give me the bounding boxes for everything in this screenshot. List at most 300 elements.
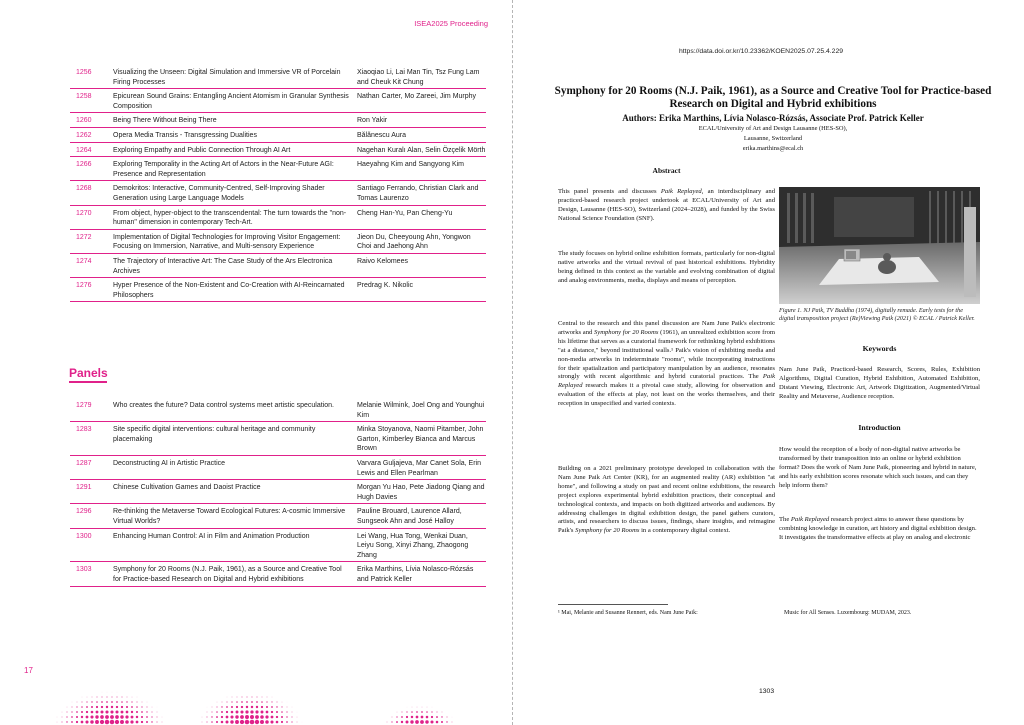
halftone-dot <box>216 721 218 723</box>
halftone-dot <box>115 710 118 713</box>
halftone-dot <box>146 721 148 723</box>
toc-entry-title: Visualizing the Unseen: Digital Simulation and Immersive VR of Porcelain Firing Processes <box>113 69 341 86</box>
toc-page-number: 1287 <box>76 459 92 467</box>
halftone-dot <box>387 722 388 723</box>
halftone-dot <box>256 706 258 708</box>
halftone-dot <box>226 701 227 702</box>
affiliation-location: Lausanne, Switzerland <box>743 135 803 142</box>
toc-entry-title: Site specific digital interventions: cultural heritage and community placemaking <box>113 426 316 443</box>
halftone-dot <box>116 701 118 703</box>
halftone-dot <box>276 721 279 724</box>
halftone-dot <box>136 711 138 713</box>
halftone-dot <box>100 710 103 713</box>
halftone-dot <box>131 716 134 719</box>
halftone-dot <box>81 721 84 724</box>
halftone-dot <box>255 710 258 713</box>
halftone-dot <box>81 716 83 718</box>
toc-entry-title: From object, hyper-object to the transcendental: The turn towards the "non-human" dimension in contemporary Tech-Art. <box>113 209 347 227</box>
toc-page-number: 1272 <box>76 233 92 241</box>
toc-page-number: 1260 <box>76 117 92 125</box>
halftone-dot <box>417 707 418 708</box>
halftone-dot <box>62 722 63 723</box>
halftone-dot <box>141 721 143 723</box>
halftone-dot <box>76 716 78 718</box>
halftone-dot <box>401 721 403 723</box>
halftone-dot <box>441 721 443 723</box>
toc-entry[interactable] <box>70 230 486 254</box>
toc-entry[interactable] <box>70 89 486 113</box>
halftone-dot <box>81 706 83 708</box>
halftone-dot <box>96 706 98 708</box>
toc-entry[interactable] <box>70 206 486 230</box>
toc-entry[interactable] <box>70 181 486 205</box>
halftone-dot <box>76 706 77 707</box>
halftone-dot <box>277 702 278 703</box>
halftone-dot <box>95 720 99 724</box>
halftone-dot <box>406 711 407 712</box>
halftone-dot <box>106 701 108 703</box>
toc-entry-authors: Nathan Carter, Mo Zareei, Jim Murphy <box>357 93 477 101</box>
keywords-text: Nam June Paik, Practiced-based Research, Scores, Rules, Exhibition Algorithms, Digital Curation, Hybrid Exhibition, Automated Exhibition, Distant Viewing, Electronic Art, Artwork Digitization, Augmented/Virtual Reality and Metaverse, Audience reception. <box>779 366 980 400</box>
halftone-dot <box>426 716 429 719</box>
toc-entry-title: Exploring Temporality in the Acting Art of Actors in the Near-Future AGI: Presence and Representation <box>113 161 334 178</box>
halftone-dot <box>136 706 138 708</box>
doi-link[interactable]: https://data.doi.or.kr/10.23362/KOEN2025.07.25.4.229 <box>679 48 843 55</box>
halftone-dot <box>127 697 128 698</box>
halftone-dot <box>221 706 222 707</box>
toc-entry-title: Hyper Presence of the Non-Existent and Co-Creation with AI-Reincarnated Philosophers <box>113 282 345 299</box>
halftone-dot <box>431 711 432 712</box>
halftone-dot <box>261 701 263 703</box>
halftone-dot <box>250 710 253 713</box>
halftone-dot <box>82 702 83 703</box>
toc-entry-authors: Minka Stoyanova, Naomi Pitamber, John Garton, Kimberley Bianca and Marcus Brown <box>357 426 484 453</box>
halftone-dot <box>226 711 228 713</box>
abstract-paragraph-3: Central to the research and this panel discussion are Nam June Paik's electronic artworks and Symphony for 20 Rooms (1961), an unrealized exhibition score from his lifetime that serves as a curatorial framework for rethinking hybrid exhibitions "at a distance," beyond institutional walls.¹ Paik's vision of exhibiting media and non-media artworks in indeterminate "rooms", while incorporating instructions for their spatialization and participatory manipulation by an audience, resonates strongly with recent algorithmic and hybrid curatorial practices. The Paik Replayed research makes it a pivotal case study, allowing for observation and evaluation of the effects at play, not least on the works themselves, and their reception in unspecified and varied contexts. <box>558 320 775 408</box>
halftone-dot <box>286 711 287 712</box>
halftone-dot <box>261 706 263 708</box>
halftone-dot <box>130 720 133 723</box>
halftone-dot <box>102 697 103 698</box>
halftone-dot <box>240 715 244 719</box>
halftone-dot <box>221 711 223 713</box>
affiliation-line: ECAL/University of Art and Design Lausanne (HES-SO), <box>698 125 848 132</box>
halftone-dot <box>406 721 409 724</box>
halftone-dot <box>100 720 104 724</box>
toc-entry-authors: Bălănescu Aura <box>357 131 407 139</box>
toc-entry[interactable] <box>70 480 486 504</box>
halftone-dot <box>230 715 233 718</box>
halftone-dot <box>410 720 413 723</box>
halftone-dot <box>266 701 267 702</box>
halftone-dot <box>411 716 413 718</box>
toc-entry-title: Who creates the future? Data control systems meet artistic speculation. <box>113 402 334 409</box>
halftone-dot <box>271 701 272 702</box>
halftone-dot <box>116 706 118 708</box>
halftone-dot <box>106 696 107 697</box>
halftone-dot <box>71 716 73 718</box>
halftone-dot <box>96 701 98 703</box>
halftone-dot <box>146 711 147 712</box>
abstract-paragraph-4: Building on a 2021 preliminary prototype developed in collaboration with the Nam June Paik Art Center (KR), for an augmented reality (AR) exhibition "at home", and following a study on past and recent online exhibitions, the research project explores experimental hybrid exhibition practices, their conceptual and technological contexts, and impacts on both digitized artworks and audiences. By addressing challenges in digital exhibition design, the panel gathers curators, artists, and researchers to discuss issues, findings, share insights, and reimagine Paik's Symphony for 20 Rooms in a contemporary digital context. <box>558 465 775 535</box>
toc-entry-title: Implementation of Digital Technologies for Improving Visitor Engagement: Focusing on Immersion, Narrative, and Multi-sensory Experience <box>113 233 341 251</box>
halftone-dot <box>101 706 103 708</box>
halftone-dot <box>236 701 238 703</box>
halftone-dot <box>270 720 273 723</box>
toc-page-number: 1276 <box>76 282 92 290</box>
introduction-paragraph-1: How would the reception of a body of non-digital native artworks be transformed by their transposition into an online or hybrid exhibition format? Does the work of Nam June Paik, pioneering and hybrid in nature, and his early exhibition scores resonate which such issues, and can they help inform them? <box>779 446 977 489</box>
toc-page-number: 1279 <box>76 402 92 409</box>
toc-entry-authors: Lei Wang, Hua Tong, Wenkai Duan, Leiyu Song, Xinyi Zhang, Zhaogong Zhang <box>357 532 469 559</box>
halftone-dot <box>265 720 269 724</box>
halftone-dot <box>421 716 424 719</box>
halftone-dot <box>297 717 298 718</box>
toc-entry-authors: Haeyahng Kim and Sangyong Kim <box>357 161 465 169</box>
halftone-dot <box>126 701 127 702</box>
halftone-dot <box>110 710 113 713</box>
halftone-dot <box>71 711 72 712</box>
halftone-dot <box>276 711 278 713</box>
halftone-dot <box>247 697 248 698</box>
halftone-dot <box>202 717 203 718</box>
halftone-dot <box>412 707 413 708</box>
halftone-dot <box>391 721 392 722</box>
halftone-dot <box>86 706 88 708</box>
halftone-dot <box>441 716 442 717</box>
halftone-dot <box>452 722 453 723</box>
halftone-dot <box>136 716 138 718</box>
toc-entry-title: Opera Media Transis - Transgressing Dualities <box>113 131 257 139</box>
halftone-dot <box>231 701 232 702</box>
panels-toc <box>70 398 486 587</box>
toc-page-number: 1264 <box>76 146 92 154</box>
halftone-dot <box>106 706 108 708</box>
halftone-dot <box>217 702 218 703</box>
halftone-dot <box>240 720 244 724</box>
toc-entry-authors: Erika Marthins, Lívia Nolasco-Rózsás and Patrick Keller <box>357 566 474 583</box>
abstract-paragraph-2: The study focuses on hybrid online exhibition formats, particularly for non-digital native artworks and the virtual revival of past historical exhibitions. Hybridity being defined in this context as the variable and evolving combination of digital and analog environments, media, displays and means of perception. <box>558 250 775 284</box>
introduction-paragraph-2: The Paik Replayed research project aims to answer these questions by combining knowledge in curation, art history and digital exhibition design. It investigates the transformative effects at play on analog and electronic <box>779 516 977 541</box>
halftone-dot <box>241 701 243 703</box>
halftone-dot <box>95 715 98 718</box>
halftone-dot <box>257 697 258 698</box>
halftone-dot <box>250 715 254 719</box>
halftone-dot <box>262 697 263 698</box>
halftone-dot <box>226 721 229 724</box>
toc-entry[interactable] <box>70 422 486 456</box>
halftone-dot <box>141 711 143 713</box>
footnote-rule <box>558 604 668 605</box>
halftone-dot <box>141 706 142 707</box>
halftone-dot <box>281 721 283 723</box>
halftone-dot <box>236 706 238 708</box>
toc-entry[interactable] <box>70 562 486 586</box>
halftone-dot <box>271 711 273 713</box>
halftone-dot <box>401 716 403 718</box>
halftone-dot <box>255 715 259 719</box>
halftone-dot <box>286 716 287 717</box>
halftone-dot <box>260 720 264 724</box>
papers-toc <box>70 65 486 302</box>
panels-heading-underline <box>69 381 107 383</box>
toc-page-number: 1283 <box>76 426 92 434</box>
halftone-dot <box>281 716 283 718</box>
halftone-dot <box>226 716 229 719</box>
halftone-dot <box>211 716 212 717</box>
halftone-dot <box>245 720 250 725</box>
halftone-dot <box>162 722 163 723</box>
halftone-dot <box>92 697 93 698</box>
halftone-dot <box>207 717 208 718</box>
halftone-dot <box>396 716 397 717</box>
toc-entry-title: Symphony for 20 Rooms (N.J. Paik, 1961), as a Source and Creative Tool for Practice-based Research on Digital and Hybrid exhibitions <box>113 566 342 583</box>
halftone-dot <box>216 706 217 707</box>
halftone-dot <box>255 720 259 724</box>
halftone-dot <box>110 720 114 724</box>
halftone-dot <box>226 706 228 708</box>
halftone-dot <box>120 715 123 718</box>
halftone-dot <box>265 715 268 718</box>
halftone-dot <box>90 720 93 723</box>
toc-entry-authors: Santiago Ferrando, Christian Clark and Tomas Laurenzo <box>357 185 479 202</box>
halftone-dot <box>66 721 67 722</box>
halftone-dot <box>425 720 428 723</box>
toc-entry-title: Epicurean Sound Grains: Entangling Ancient Atomism in Granular Synthesis Composition <box>113 93 349 110</box>
introduction-heading: Introduction <box>858 423 901 432</box>
halftone-dot <box>416 716 419 719</box>
halftone-dot <box>241 706 243 708</box>
halftone-dot <box>292 712 293 713</box>
halftone-dot <box>427 707 428 708</box>
halftone-dot <box>105 715 109 719</box>
halftone-dot <box>151 711 152 712</box>
halftone-dot <box>126 711 129 714</box>
halftone-dot <box>392 717 393 718</box>
halftone-dot <box>250 720 255 725</box>
halftone-dot <box>266 711 269 714</box>
toc-entry[interactable] <box>70 278 486 302</box>
halftone-dot <box>281 706 282 707</box>
halftone-dot <box>105 710 108 713</box>
halftone-dot <box>231 711 234 714</box>
halftone-dot <box>291 721 292 722</box>
toc-entry-authors: Pauline Brouard, Laurence Allard, Sungseok Ahn and José Halloy <box>357 508 462 525</box>
halftone-dot <box>242 697 243 698</box>
toc-entry-authors: Nagehan Kuralı Alan, Selin Özçelik Mörth <box>357 146 486 154</box>
halftone-dot <box>436 716 438 718</box>
halftone-dot <box>96 711 99 714</box>
halftone-dot <box>271 716 274 719</box>
abstract-heading: Abstract <box>652 166 681 175</box>
halftone-dot <box>62 717 63 718</box>
figure-tv-buddha-render <box>779 187 980 304</box>
toc-entry[interactable] <box>70 398 486 422</box>
halftone-dot <box>86 711 88 713</box>
halftone-dot <box>276 706 277 707</box>
halftone-dot <box>411 711 413 713</box>
halftone-dot <box>212 707 213 708</box>
halftone-dot <box>282 702 283 703</box>
toc-entry-authors: Raivo Kelomees <box>357 257 408 265</box>
halftone-dot <box>235 720 239 724</box>
halftone-dot <box>132 697 133 698</box>
halftone-dot <box>422 707 423 708</box>
halftone-dot <box>236 711 239 714</box>
toc-entry[interactable] <box>70 157 486 181</box>
toc-page-number: 1258 <box>76 93 92 101</box>
halftone-dot <box>142 702 143 703</box>
halftone-dot <box>240 710 243 713</box>
halftone-dot <box>211 711 212 712</box>
halftone-dot <box>206 721 207 722</box>
halftone-dot <box>222 702 223 703</box>
halftone-dot <box>246 701 248 703</box>
halftone-dot <box>245 715 249 719</box>
toc-entry-title: Exploring Empathy and Public Connection Through AI Art <box>113 146 291 154</box>
halftone-dot <box>110 715 114 719</box>
halftone-dot <box>76 721 78 723</box>
halftone-dot <box>71 721 73 723</box>
halftone-dot <box>402 712 403 713</box>
decorative-dot-pattern <box>0 675 512 725</box>
halftone-dot <box>436 711 437 712</box>
halftone-dot <box>221 716 223 718</box>
toc-entry-title: Re-thinking the Metaverse Toward Ecological Futures: A-cosmic Immersive Virtual Worlds? <box>113 508 346 525</box>
halftone-dot <box>136 721 139 724</box>
halftone-dot <box>91 706 93 708</box>
halftone-dot <box>271 706 273 708</box>
halftone-dot <box>156 721 157 722</box>
halftone-dot <box>146 716 148 718</box>
halftone-dot <box>232 697 233 698</box>
halftone-dot <box>157 717 158 718</box>
halftone-dot <box>420 720 424 724</box>
halftone-dot <box>115 715 119 719</box>
halftone-dot <box>252 697 253 698</box>
halftone-dot <box>122 697 123 698</box>
toc-page-number: 1296 <box>76 508 92 516</box>
halftone-dot <box>125 715 128 718</box>
halftone-dot <box>237 697 238 698</box>
toc-page-number: 1268 <box>76 185 92 193</box>
halftone-dot <box>415 720 419 724</box>
toc-entry[interactable] <box>70 254 486 278</box>
halftone-dot <box>76 711 78 713</box>
abstract-paragraph-1: This panel presents and discusses Paik Replayed, an interdisciplinary and practiced-based research project undertook at ECAL/University of Art and Design, Lausanne (HES-SO), Switzerland (2024–2028), and funded by the Swiss National Science Foundation (SNF). <box>558 188 776 222</box>
toc-entry-title: Chinese Cultivation Games and Daoist Practice <box>113 484 261 492</box>
halftone-dot <box>111 706 113 708</box>
halftone-dot <box>121 711 124 714</box>
halftone-dot <box>151 721 152 722</box>
halftone-dot <box>416 711 418 713</box>
halftone-dot <box>202 722 203 723</box>
toc-entry-title: Deconstructing AI in Artistic Practice <box>113 459 226 467</box>
footnote-part-1: ¹ Mai, Melanie and Susanne Rennert, eds. Nam June Paik: <box>558 610 698 616</box>
toc-entry[interactable] <box>70 504 486 528</box>
toc-entry-authors: Jieon Du, Cheeyoung Ahn, Yongwon Choi and Jaehong Ahn <box>357 233 471 251</box>
halftone-dot <box>421 711 423 713</box>
halftone-dot <box>62 712 63 713</box>
halftone-dot <box>235 715 238 718</box>
toc-entry-authors: Ron Yakir <box>357 117 388 125</box>
toc-entry-title: Demokritos: Interactive, Community-Centred, Self-Improving Shader Generation using Large Language Models <box>113 185 325 202</box>
paper-authors: Authors: Erika Marthins, Lívia Nolasco-Rózsás, Associate Prof. Patrick Keller <box>622 113 924 123</box>
toc-entry[interactable] <box>70 113 486 128</box>
right-page-number: 1303 <box>759 688 775 695</box>
toc-page-number: 1291 <box>76 484 92 492</box>
toc-page-number: 1262 <box>76 131 92 139</box>
toc-entry-authors: Cheng Han-Yu, Pan Cheng-Yu <box>357 209 453 217</box>
halftone-dot <box>77 702 78 703</box>
halftone-dot <box>447 717 448 718</box>
toc-entry-title: Being There Without Being There <box>113 117 217 125</box>
halftone-dot <box>211 721 213 723</box>
halftone-dot <box>87 697 88 698</box>
toc-entry-authors: Xiaoqiao Li, Lai Man Tin, Tsz Fung Lam and Cheuk Kit Chung <box>357 69 480 86</box>
halftone-dot <box>91 711 94 714</box>
halftone-dot <box>396 721 398 723</box>
halftone-dot <box>397 712 398 713</box>
toc-entry-authors: Morgan Yu Hao, Pete Jiadong Qiang and Hugh Davies <box>357 484 485 501</box>
toc-entry[interactable] <box>70 456 486 480</box>
halftone-dot <box>245 710 248 713</box>
halftone-dot <box>261 711 264 714</box>
figure-caption: Figure 1. NJ Paik, TV Buddha (1974), digitally remade. Early tests for the digital transposition project (Re)Viewing Paik (2021) © ECAL / Patrick Keller. <box>779 307 975 322</box>
halftone-dot <box>91 701 92 702</box>
toc-page-number: 1266 <box>76 161 92 169</box>
halftone-dot <box>152 707 153 708</box>
toc-page-number: 1303 <box>76 566 92 574</box>
halftone-dot <box>430 720 433 723</box>
halftone-dot <box>251 706 253 708</box>
toc-entry-authors: Predrag K. Nikolic <box>357 282 414 290</box>
halftone-dot <box>266 706 268 708</box>
toc-entry[interactable] <box>70 128 486 143</box>
halftone-dot <box>86 701 87 702</box>
toc-entry[interactable] <box>70 143 486 158</box>
proceedings-header: ISEA2025 Proceeding <box>414 19 488 28</box>
toc-entry[interactable] <box>70 529 486 563</box>
halftone-dot <box>111 696 112 697</box>
halftone-dot <box>86 716 89 719</box>
footnote-part-2: Music for All Senses. Luxembourg: MUDAM, 2023. <box>784 610 912 616</box>
toc-entry-title: Enhancing Human Control: AI in Film and Animation Production <box>113 532 310 540</box>
halftone-dot <box>90 715 93 718</box>
halftone-dot <box>66 716 67 717</box>
halftone-dot <box>67 712 68 713</box>
halftone-dot <box>100 715 104 719</box>
toc-entry[interactable] <box>70 65 486 89</box>
halftone-dot <box>436 721 439 724</box>
halftone-dot <box>97 697 98 698</box>
toc-entry-authors: Varvara Guljajeva, Mar Canet Sola, Erin Lewis and Ellen Pearlman <box>357 459 481 477</box>
halftone-dot <box>136 701 137 702</box>
halftone-dot <box>81 711 83 713</box>
halftone-dot <box>207 712 208 713</box>
halftone-dot <box>105 720 109 724</box>
halftone-dot <box>251 701 253 703</box>
halftone-dot <box>126 706 128 708</box>
halftone-dot <box>72 707 73 708</box>
halftone-dot <box>256 701 258 703</box>
halftone-dot <box>297 722 298 723</box>
keywords-heading: Keywords <box>862 344 897 353</box>
halftone-dot <box>246 706 248 708</box>
author-email[interactable]: erika.marthins@ecal.ch <box>742 145 804 152</box>
halftone-dot <box>216 716 218 718</box>
halftone-dot <box>121 706 123 708</box>
halftone-dot <box>442 712 443 713</box>
